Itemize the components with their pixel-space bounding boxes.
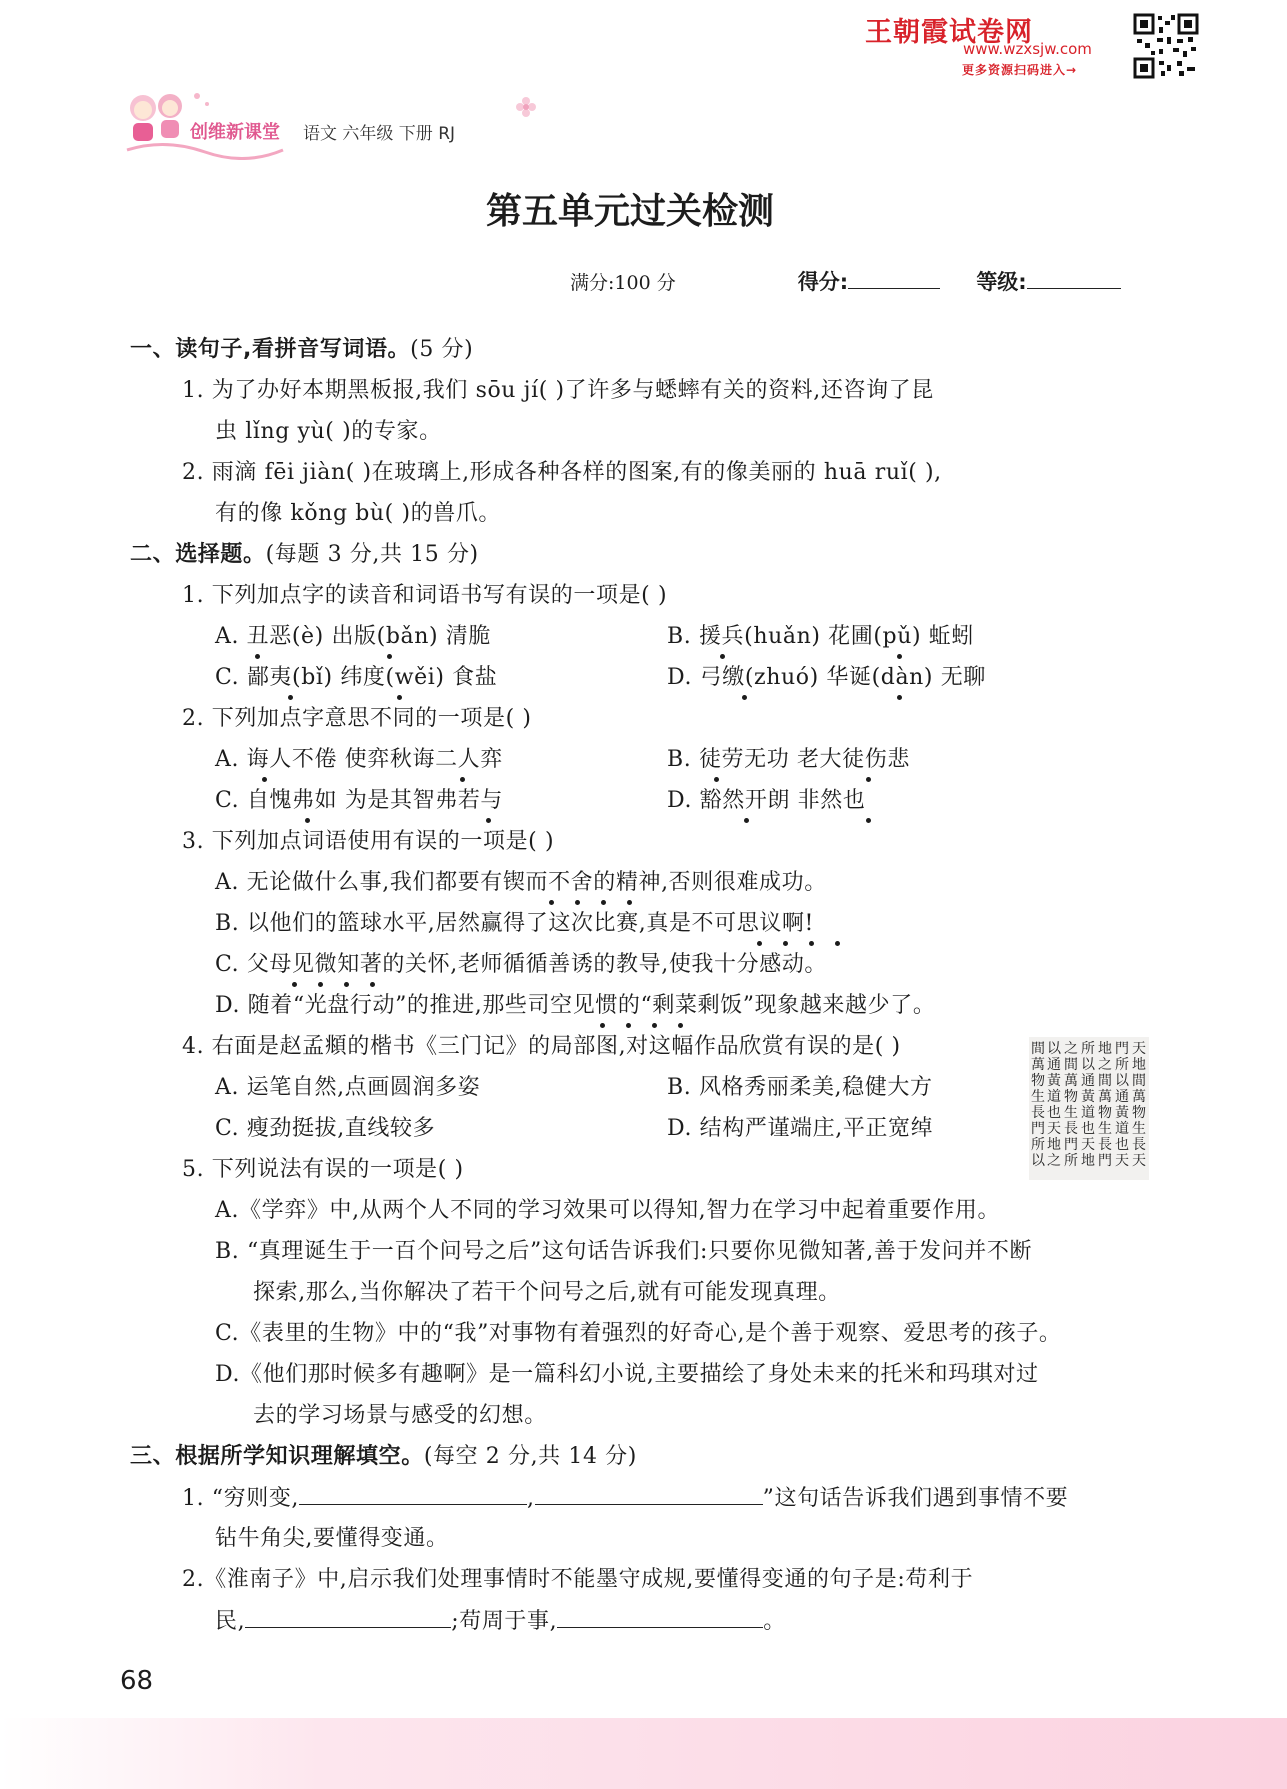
section-1-title: 一、读句子,看拼音写词语。: [130, 337, 411, 362]
svg-text:生: 生: [1064, 1105, 1078, 1121]
svg-text:萬: 萬: [1031, 1057, 1045, 1073]
qr-code-icon[interactable]: [1133, 13, 1199, 79]
svg-text:黃: 黃: [1081, 1089, 1095, 1105]
emphasis-dot: [783, 941, 788, 946]
flower-icon: [514, 95, 538, 119]
score-label: 得分:: [797, 270, 849, 294]
emphasis-dot: [601, 900, 606, 905]
s3-q2-text-end: 。: [763, 1609, 786, 1634]
svg-text:間: 間: [1031, 1041, 1045, 1057]
s3-q2-text-mid: ;苟周于事,: [451, 1609, 558, 1634]
emphasis-dot: [627, 900, 632, 905]
s2-q3-option-a[interactable]: A. 无论做什么事,我们都要有锲而不舍的精神,否则很难成功。: [215, 870, 827, 895]
svg-text:之: 之: [1047, 1153, 1061, 1169]
svg-text:天: 天: [1047, 1121, 1061, 1137]
svg-text:之: 之: [1064, 1041, 1078, 1057]
svg-text:通: 通: [1047, 1057, 1061, 1073]
s2-q4-option-b[interactable]: B. 风格秀丽柔美,稳健大方: [667, 1075, 933, 1100]
section-3-title: 三、根据所学知识理解填空。: [130, 1444, 424, 1469]
svg-text:道: 道: [1115, 1121, 1129, 1137]
emphasis-dot: [742, 695, 747, 700]
s2-q2-option-d[interactable]: D. 豁然开朗 非然也: [667, 788, 866, 813]
s3-q1-line1: [182, 1484, 1068, 1513]
svg-text:天: 天: [1081, 1137, 1095, 1153]
emphasis-dot: [897, 654, 902, 659]
s3-q1-comma: ,: [527, 1486, 535, 1511]
svg-text:以: 以: [1031, 1153, 1045, 1169]
s2-q2-option-a[interactable]: A. 诲人不倦 使弈秋诲二人弈: [215, 747, 503, 772]
emphasis-dot: [600, 1023, 605, 1028]
svg-text:長: 長: [1098, 1137, 1112, 1153]
section-1-points: (5 分): [410, 337, 474, 362]
emphasis-dot: [835, 941, 840, 946]
emphasis-dot: [720, 654, 725, 659]
section-2-points: (每题 3 分,共 15 分): [265, 542, 479, 567]
svg-text:以: 以: [1081, 1057, 1095, 1073]
grade-blank[interactable]: [1027, 268, 1121, 289]
svg-text:萬: 萬: [1098, 1089, 1112, 1105]
svg-text:長: 長: [1132, 1137, 1146, 1153]
svg-text:生: 生: [1132, 1121, 1146, 1137]
emphasis-dot: [486, 818, 491, 823]
section-heading: [130, 336, 473, 364]
brand-url[interactable]: www.wzxsjw.com: [963, 40, 1092, 58]
svg-text:地: 地: [1098, 1041, 1112, 1057]
emphasis-dot: [757, 941, 762, 946]
answer-blank[interactable]: [535, 1484, 763, 1505]
s3-q1-text-start: 1. “穷则变,: [182, 1486, 300, 1511]
s2-q3: 3. 下列加点词语使用有误的一项是( ): [182, 829, 555, 854]
emphasis-dot: [255, 654, 260, 659]
emphasis-dot: [460, 777, 465, 782]
svg-text:萬: 萬: [1132, 1089, 1146, 1105]
s2-q5-option-a[interactable]: A.《学弈》中,从两个人不同的学习效果可以得知,智力在学习中起着重要作用。: [215, 1198, 1001, 1223]
svg-text:物: 物: [1064, 1089, 1078, 1105]
s1-q2-line1: 2. 雨滴 fēi jiàn( )在玻璃上,形成各种各样的图案,有的像美丽的 huā ruǐ( ),: [182, 460, 942, 485]
svg-text:道: 道: [1081, 1105, 1095, 1121]
s1-q1-line2: 虫 lǐng yù( )的专家。: [215, 419, 442, 444]
svg-text:以: 以: [1047, 1041, 1061, 1057]
s2-q4: 4. 右面是赵孟頫的楷书《三门记》的局部图,对这幅作品欣赏有误的是( ): [182, 1034, 901, 1059]
s2-q1-option-d[interactable]: D. 弓缴(zhuó) 华诞(dàn) 无聊: [667, 665, 986, 690]
s2-q5-option-b-cont: 探索,那么,当你解决了若干个问号之后,就有可能发现真理。: [253, 1280, 841, 1305]
s2-q2-option-b[interactable]: B. 徒劳无功 老大徒伤悲: [667, 747, 910, 772]
section-heading: [130, 541, 479, 569]
svg-text:生: 生: [1098, 1121, 1112, 1137]
emphasis-dot: [370, 982, 375, 987]
svg-text:所: 所: [1115, 1057, 1129, 1073]
emphasis-dot: [292, 982, 297, 987]
emphasis-dot: [652, 1023, 657, 1028]
s2-q5: 5. 下列说法有误的一项是( ): [182, 1157, 464, 1182]
s2-q5-option-b[interactable]: B. “真理诞生于一百个问号之后”这句话告诉我们:只要你见微知著,善于发问并不断: [215, 1239, 1033, 1264]
emphasis-dot: [262, 777, 267, 782]
emphasis-dot: [714, 777, 719, 782]
svg-text:所: 所: [1064, 1153, 1078, 1169]
page-title: 第五单元过关检测: [485, 191, 774, 232]
emphasis-dot: [288, 695, 293, 700]
emphasis-dot: [866, 818, 871, 823]
s2-q1-option-a[interactable]: A. 丑恶(è) 出版(bǎn) 清脆: [215, 624, 491, 649]
svg-text:門: 門: [1115, 1041, 1129, 1057]
emphasis-dot: [387, 654, 392, 659]
svg-text:通: 通: [1115, 1089, 1129, 1105]
s1-q2-line2: 有的像 kǒng bù( )的兽爪。: [215, 501, 502, 526]
s1-q1-line1: 1. 为了办好本期黑板报,我们 sōu jí( )了许多与蟋蟀有关的资料,还咨询了昆: [182, 378, 934, 403]
emphasis-dot: [866, 777, 871, 782]
svg-text:地: 地: [1047, 1137, 1061, 1153]
s2-q5-option-d-cont: 去的学习场景与感受的幻想。: [253, 1403, 547, 1428]
svg-text:長: 長: [1031, 1105, 1045, 1121]
emphasis-dot: [549, 900, 554, 905]
s2-q3-option-c[interactable]: C. 父母见微知著的关怀,老师循循善诱的教导,使我十分感动。: [215, 952, 828, 977]
s2-q4-option-d[interactable]: D. 结构严谨端庄,平正宽绰: [667, 1116, 934, 1141]
svg-text:門: 門: [1098, 1153, 1112, 1169]
svg-text:以: 以: [1115, 1073, 1129, 1089]
svg-text:物: 物: [1132, 1105, 1146, 1121]
svg-text:黃: 黃: [1047, 1073, 1061, 1089]
emphasis-dot: [397, 695, 402, 700]
page-number: 68: [120, 1666, 154, 1696]
s2-q1: 1. 下列加点字的读音和词语书写有误的一项是( ): [182, 583, 668, 608]
s2-q1-option-c[interactable]: C. 鄙夷(bǐ) 纬度(wěi) 食盐: [215, 665, 498, 690]
s2-q5-option-c[interactable]: C.《表里的生物》中的“我”对事物有着强烈的好奇心,是个善于观察、爱思考的孩子。: [215, 1321, 1062, 1346]
svg-text:天: 天: [1115, 1153, 1129, 1169]
s2-q3-option-b[interactable]: B. 以他们的篮球水平,居然赢得了这次比赛,真是不可思议啊!: [215, 911, 814, 936]
svg-text:間: 間: [1064, 1057, 1078, 1073]
answer-blank[interactable]: [557, 1607, 763, 1628]
s3-q1-line2: 钻牛角尖,要懂得变通。: [215, 1526, 449, 1551]
s2-q2-option-c[interactable]: C. 自愧弗如 为是其智弗若与: [215, 788, 504, 813]
svg-text:地: 地: [1081, 1153, 1095, 1169]
svg-text:之: 之: [1098, 1057, 1112, 1073]
s3-q2-text-start: 民,: [215, 1609, 246, 1634]
full-marks: 满分:100 分: [570, 272, 676, 294]
brand-tagline: 更多资源扫码进入→: [962, 63, 1078, 77]
svg-text:門: 門: [1031, 1121, 1045, 1137]
answer-blank[interactable]: [299, 1484, 527, 1505]
series-title: 创维新课堂: [190, 122, 280, 143]
score-blank[interactable]: [848, 268, 940, 289]
section-3-points: (每空 2 分,共 14 分): [423, 1444, 637, 1469]
section-heading: [130, 1443, 637, 1471]
svg-text:黃: 黃: [1115, 1105, 1129, 1121]
emphasis-dot: [318, 982, 323, 987]
emphasis-dot: [575, 900, 580, 905]
s2-q5-option-d[interactable]: D.《他们那时候多有趣啊》是一篇科幻小说,主要描绘了身处未来的托米和玛琪对过: [215, 1362, 1039, 1387]
svg-text:長: 長: [1064, 1121, 1078, 1137]
s2-q3-option-d[interactable]: D. 随着“光盘行动”的推进,那些司空见惯的“剩菜剩饭”现象越来越少了。: [215, 993, 936, 1018]
s2-q1-option-b[interactable]: B. 援兵(huǎn) 花圃(pǔ) 蚯蚓: [667, 624, 974, 649]
svg-text:生: 生: [1031, 1089, 1045, 1105]
s2-q4-option-a[interactable]: A. 运笔自然,点画圆润多姿: [215, 1075, 481, 1100]
svg-text:通: 通: [1081, 1073, 1095, 1089]
svg-text:物: 物: [1031, 1073, 1045, 1089]
s2-q2: 2. 下列加点字意思不同的一项是( ): [182, 706, 532, 731]
svg-text:物: 物: [1098, 1105, 1112, 1121]
emphasis-dot: [678, 1023, 683, 1028]
footer-band: [0, 1718, 1287, 1789]
svg-text:天: 天: [1132, 1041, 1146, 1057]
s2-q4-option-c[interactable]: C. 瘦劲挺拔,直线较多: [215, 1116, 436, 1141]
svg-text:所: 所: [1031, 1137, 1045, 1153]
svg-text:所: 所: [1081, 1041, 1095, 1057]
emphasis-dot: [344, 982, 349, 987]
subject-info: 语文 六年级 下册 RJ: [303, 124, 456, 144]
svg-text:也: 也: [1115, 1137, 1129, 1153]
s3-q1-text-end: ”这句话告诉我们遇到事情不要: [762, 1486, 1069, 1511]
answer-blank[interactable]: [245, 1607, 451, 1628]
svg-text:地: 地: [1132, 1057, 1146, 1073]
svg-text:萬: 萬: [1064, 1073, 1078, 1089]
score-line: [570, 266, 1121, 296]
s3-q2-line2: [215, 1607, 786, 1636]
section-2-title: 二、选择题。: [130, 542, 266, 567]
emphasis-dot: [626, 1023, 631, 1028]
svg-text:也: 也: [1047, 1105, 1061, 1121]
svg-text:間: 間: [1098, 1073, 1112, 1089]
brand-logo-text: 王朝霞试卷网: [865, 17, 1033, 48]
emphasis-dot: [305, 818, 310, 823]
grade-label: 等级:: [976, 270, 1027, 294]
s3-q2-line1: 2.《淮南子》中,启示我们处理事情时不能墨守成规,要懂得变通的句子是:苟利于: [182, 1567, 974, 1592]
svg-text:道: 道: [1047, 1089, 1061, 1105]
emphasis-dot: [744, 818, 749, 823]
emphasis-dot: [897, 695, 902, 700]
svg-text:也: 也: [1081, 1121, 1095, 1137]
svg-text:門: 門: [1064, 1137, 1078, 1153]
calligraphy-image: [1029, 1037, 1149, 1180]
svg-text:天: 天: [1132, 1153, 1146, 1169]
emphasis-dot: [809, 941, 814, 946]
svg-text:間: 間: [1132, 1073, 1146, 1089]
